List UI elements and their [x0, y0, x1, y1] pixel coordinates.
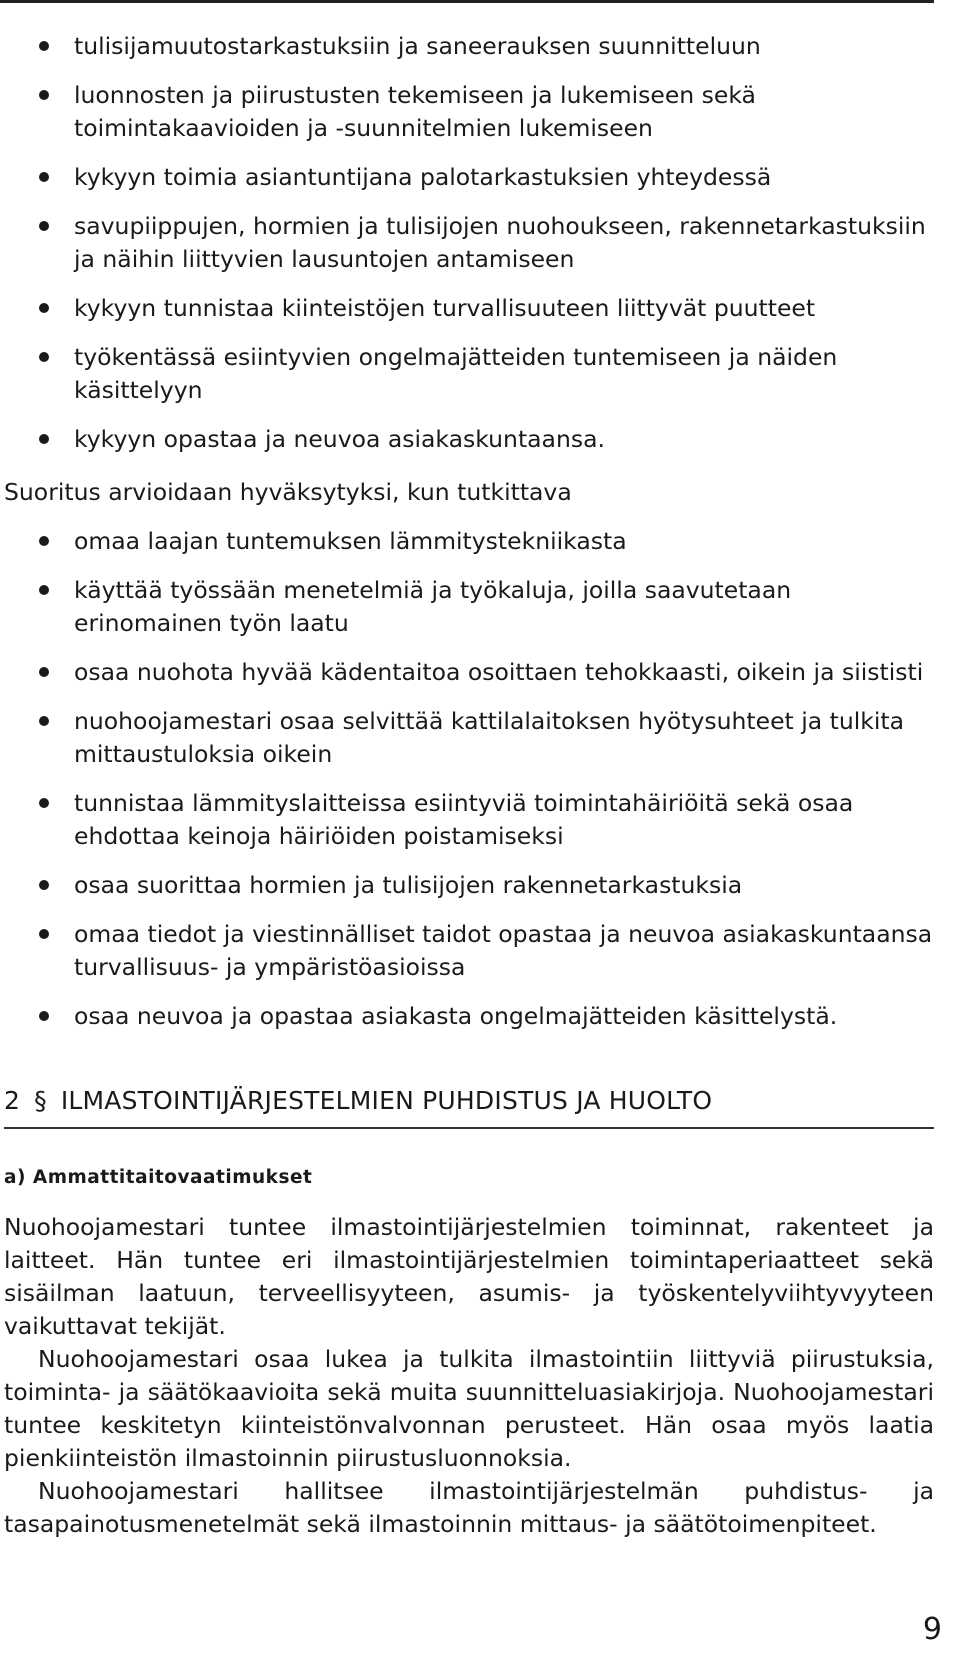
bullet-icon: [39, 798, 49, 808]
intro-bullet-list: [4, 30, 934, 456]
page-number: 9: [922, 1612, 942, 1647]
bullet-icon: [39, 536, 49, 546]
paragraph: Nuohoojamestari hallitsee ilmastointijärjestelmän puhdistus- ja tasapainotusmenetelmät sekä ilmastoinnin mittaus- ja säätötoimenpiteet.: [4, 1477, 934, 1538]
bullet-icon: [39, 585, 49, 595]
bullet-icon: [39, 716, 49, 726]
list-item: nuohoojamestari osaa selvittää kattilalaitoksen hyötysuhteet ja tulkita mittaustuloksia oikein: [4, 705, 934, 771]
bullet-icon: [39, 172, 49, 182]
list-item: savupiippujen, hormien ja tulisijojen nuohoukseen, rakennetarkastuksiin ja näihin liittyvien lausuntojen antamiseen: [4, 210, 934, 276]
page-content: [4, 30, 934, 1541]
top-rule: [0, 0, 934, 3]
bullet-icon: [39, 929, 49, 939]
bullet-icon: [39, 221, 49, 231]
bullet-icon: [39, 1011, 49, 1021]
list-item: tulisijamuutostarkastuksiin ja saneerauksen suunnitteluun: [4, 30, 934, 63]
list-item: omaa laajan tuntemuksen lämmitystekniikasta: [4, 525, 934, 558]
section-symbol: §: [34, 1086, 47, 1115]
list-item: osaa nuohota hyvää kädentaitoa osoittaen tehokkaasti, oikein ja siististi: [4, 656, 934, 689]
bullet-icon: [39, 434, 49, 444]
bullet-icon: [39, 880, 49, 890]
assessment-bullet-list: [4, 525, 934, 1033]
list-item: osaa suorittaa hormien ja tulisijojen rakennetarkastuksia: [4, 869, 934, 902]
bullet-icon: [39, 303, 49, 313]
bullet-icon: [39, 352, 49, 362]
list-item: käyttää työssään menetelmiä ja työkaluja, joilla saavutetaan erinomainen työn laatu: [4, 574, 934, 640]
section-title: ILMASTOINTIJÄRJESTELMIEN PUHDISTUS JA HUOLTO: [60, 1086, 713, 1115]
paragraph: Nuohoojamestari osaa lukea ja tulkita ilmastointiin liittyviä piirustuksia, toiminta- ja säätökaavioita sekä muita suunnitteluasiakirjoja. Nuohoojamestari tuntee keskitetyn kiinteistönvalvonnan perusteet. Hän osaa myös laatia pienkiinteistön ilmastoinnin piirustusluonnoksia.: [4, 1345, 934, 1472]
section-number: 2: [4, 1086, 21, 1115]
list-item: kykyyn toimia asiantuntijana palotarkastuksien yhteydessä: [4, 161, 934, 194]
list-item: osaa neuvoa ja opastaa asiakasta ongelmajätteiden käsittelystä.: [4, 1000, 934, 1033]
bullet-icon: [39, 41, 49, 51]
list-item: luonnosten ja piirustusten tekemiseen ja lukemiseen sekä toimintakaavioiden ja -suunnitelmien lukemiseen: [4, 79, 934, 145]
paragraph: Nuohoojamestari tuntee ilmastointijärjestelmien toiminnat, rakenteet ja laitteet. Hän tuntee eri ilmastointijärjestelmien toimintaperiaatteet sekä sisäilman laatuun, terveellisyyteen, asumis- ja työskentelyviihtyvyyteen vaikuttavat tekijät.: [4, 1213, 934, 1340]
section-heading: [4, 1083, 934, 1129]
list-item: kykyyn tunnistaa kiinteistöjen turvallisuuteen liittyvät puutteet: [4, 292, 934, 325]
bullet-icon: [39, 90, 49, 100]
subheading: a) Ammattitaitovaatimukset: [4, 1167, 313, 1188]
list-item: omaa tiedot ja viestinnälliset taidot opastaa ja neuvoa asiakaskuntaansa turvallisuus- ja ympäristöasioissa: [4, 918, 934, 984]
bullet-icon: [39, 667, 49, 677]
list-item: kykyyn opastaa ja neuvoa asiakaskuntaansa.: [4, 423, 934, 456]
list-item: tunnistaa lämmityslaitteissa esiintyviä toimintahäiriöitä sekä osaa ehdottaa keinoja häiriöiden poistamiseksi: [4, 787, 934, 853]
assessment-lead: Suoritus arvioidaan hyväksytyksi, kun tutkittava: [4, 478, 572, 506]
list-item: työkentässä esiintyvien ongelmajätteiden tuntemiseen ja näiden käsittelyyn: [4, 341, 934, 407]
